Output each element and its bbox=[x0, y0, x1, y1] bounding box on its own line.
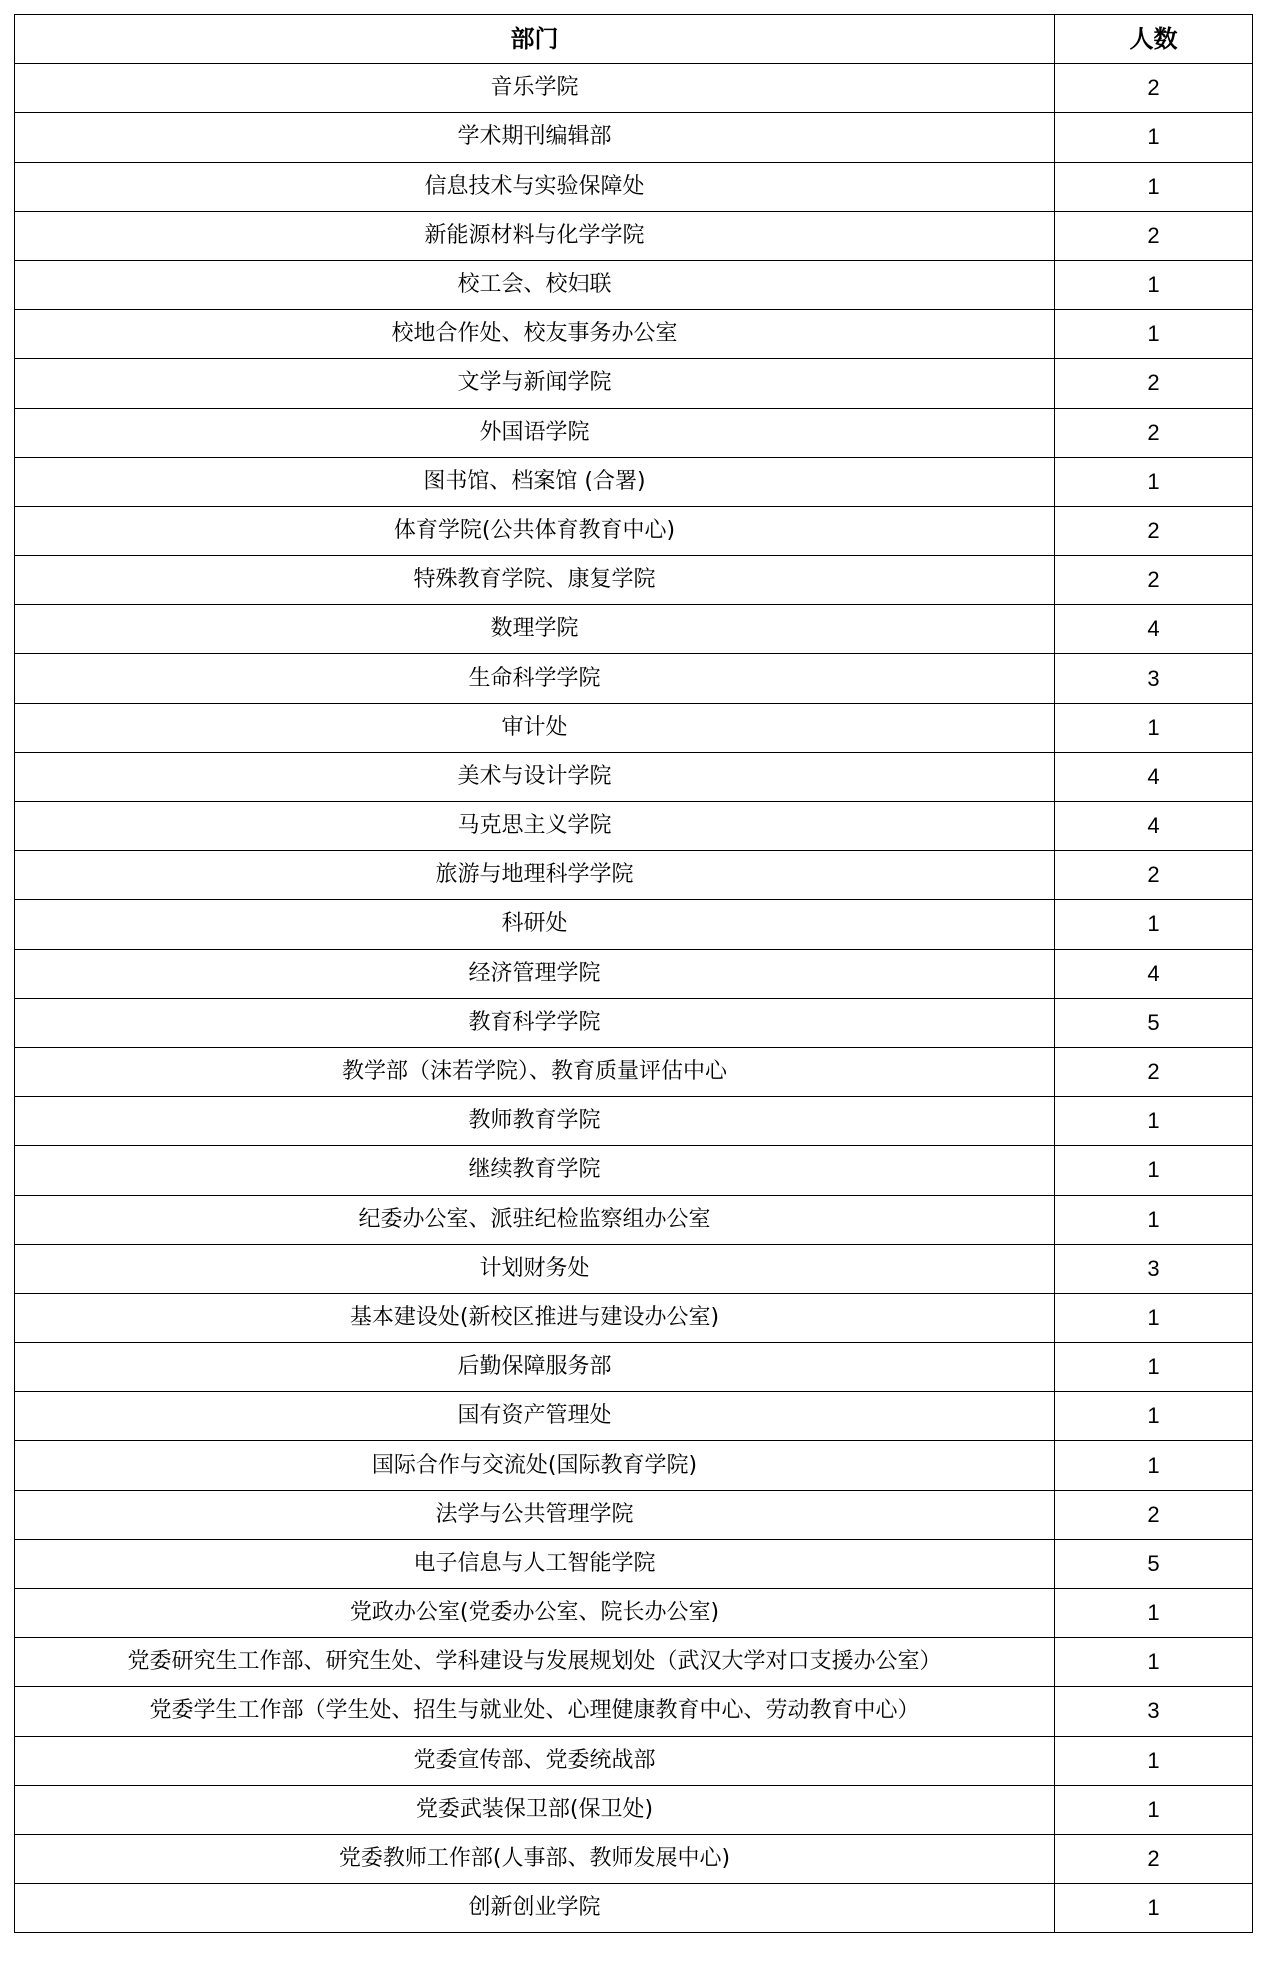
table-row bbox=[15, 1047, 1253, 1096]
department-cell: 音乐学院 bbox=[15, 64, 1055, 113]
table-row bbox=[15, 1687, 1253, 1736]
department-cell: 外国语学院 bbox=[15, 408, 1055, 457]
department-cell: 数理学院 bbox=[15, 605, 1055, 654]
count-cell: 1 bbox=[1055, 113, 1253, 162]
table-row bbox=[15, 605, 1253, 654]
table-row bbox=[15, 211, 1253, 260]
count-cell: 2 bbox=[1055, 1834, 1253, 1883]
table-row bbox=[15, 162, 1253, 211]
department-cell: 校地合作处、校友事务办公室 bbox=[15, 310, 1055, 359]
count-cell: 4 bbox=[1055, 752, 1253, 801]
table-row bbox=[15, 1785, 1253, 1834]
count-cell: 2 bbox=[1055, 64, 1253, 113]
table-row bbox=[15, 1490, 1253, 1539]
department-cell: 图书馆、档案馆 (合署) bbox=[15, 457, 1055, 506]
table-row bbox=[15, 457, 1253, 506]
count-cell: 2 bbox=[1055, 506, 1253, 555]
table-row bbox=[15, 1244, 1253, 1293]
count-cell: 2 bbox=[1055, 851, 1253, 900]
department-cell: 继续教育学院 bbox=[15, 1146, 1055, 1195]
table-row bbox=[15, 1834, 1253, 1883]
department-cell: 后勤保障服务部 bbox=[15, 1343, 1055, 1392]
department-cell: 国有资产管理处 bbox=[15, 1392, 1055, 1441]
table-row bbox=[15, 1884, 1253, 1933]
count-cell: 2 bbox=[1055, 1490, 1253, 1539]
department-cell: 党委教师工作部(人事部、教师发展中心) bbox=[15, 1834, 1055, 1883]
count-cell: 1 bbox=[1055, 1343, 1253, 1392]
table-row bbox=[15, 802, 1253, 851]
table-row bbox=[15, 1195, 1253, 1244]
department-cell: 党委研究生工作部、研究生处、学科建设与发展规划处（武汉大学对口支援办公室） bbox=[15, 1638, 1055, 1687]
count-cell: 3 bbox=[1055, 1687, 1253, 1736]
department-headcount-sheet bbox=[14, 14, 1252, 1933]
table-row bbox=[15, 556, 1253, 605]
table-body bbox=[15, 64, 1253, 1933]
table-row bbox=[15, 1146, 1253, 1195]
count-cell: 1 bbox=[1055, 703, 1253, 752]
department-cell: 党委宣传部、党委统战部 bbox=[15, 1736, 1055, 1785]
department-cell: 经济管理学院 bbox=[15, 949, 1055, 998]
table-row bbox=[15, 998, 1253, 1047]
count-cell: 1 bbox=[1055, 1195, 1253, 1244]
department-cell: 教师教育学院 bbox=[15, 1097, 1055, 1146]
count-cell: 3 bbox=[1055, 654, 1253, 703]
table-row bbox=[15, 752, 1253, 801]
count-cell: 3 bbox=[1055, 1244, 1253, 1293]
department-cell: 文学与新闻学院 bbox=[15, 359, 1055, 408]
table-row bbox=[15, 310, 1253, 359]
department-cell: 科研处 bbox=[15, 900, 1055, 949]
table-row bbox=[15, 1539, 1253, 1588]
count-cell: 1 bbox=[1055, 1293, 1253, 1342]
table-row bbox=[15, 1293, 1253, 1342]
table-row bbox=[15, 64, 1253, 113]
department-column-header: 部门 bbox=[15, 15, 1055, 64]
table-row bbox=[15, 949, 1253, 998]
department-cell: 新能源材料与化学学院 bbox=[15, 211, 1055, 260]
count-cell: 2 bbox=[1055, 359, 1253, 408]
count-cell: 1 bbox=[1055, 1884, 1253, 1933]
table-row bbox=[15, 113, 1253, 162]
table-row bbox=[15, 1736, 1253, 1785]
count-cell: 2 bbox=[1055, 408, 1253, 457]
table-header-row bbox=[15, 15, 1253, 64]
department-cell: 学术期刊编辑部 bbox=[15, 113, 1055, 162]
department-cell: 教育科学学院 bbox=[15, 998, 1055, 1047]
count-cell: 1 bbox=[1055, 1146, 1253, 1195]
count-cell: 1 bbox=[1055, 162, 1253, 211]
table-row bbox=[15, 703, 1253, 752]
count-cell: 5 bbox=[1055, 1539, 1253, 1588]
table-row bbox=[15, 1097, 1253, 1146]
count-column-header: 人数 bbox=[1055, 15, 1253, 64]
count-cell: 1 bbox=[1055, 1736, 1253, 1785]
table-row bbox=[15, 1589, 1253, 1638]
count-cell: 1 bbox=[1055, 1392, 1253, 1441]
department-cell: 基本建设处(新校区推进与建设办公室) bbox=[15, 1293, 1055, 1342]
table-row bbox=[15, 1343, 1253, 1392]
count-cell: 1 bbox=[1055, 260, 1253, 309]
department-cell: 法学与公共管理学院 bbox=[15, 1490, 1055, 1539]
department-cell: 国际合作与交流处(国际教育学院) bbox=[15, 1441, 1055, 1490]
count-cell: 1 bbox=[1055, 310, 1253, 359]
department-cell: 创新创业学院 bbox=[15, 1884, 1055, 1933]
table-row bbox=[15, 1638, 1253, 1687]
department-cell: 党委学生工作部（学生处、招生与就业处、心理健康教育中心、劳动教育中心） bbox=[15, 1687, 1055, 1736]
count-cell: 5 bbox=[1055, 998, 1253, 1047]
count-cell: 1 bbox=[1055, 900, 1253, 949]
department-cell: 旅游与地理科学学院 bbox=[15, 851, 1055, 900]
department-cell: 信息技术与实验保障处 bbox=[15, 162, 1055, 211]
count-cell: 2 bbox=[1055, 556, 1253, 605]
table-row bbox=[15, 408, 1253, 457]
count-cell: 2 bbox=[1055, 211, 1253, 260]
department-cell: 计划财务处 bbox=[15, 1244, 1055, 1293]
table-row bbox=[15, 1441, 1253, 1490]
count-cell: 4 bbox=[1055, 605, 1253, 654]
count-cell: 1 bbox=[1055, 1441, 1253, 1490]
table-row bbox=[15, 260, 1253, 309]
count-cell: 4 bbox=[1055, 949, 1253, 998]
department-cell: 马克思主义学院 bbox=[15, 802, 1055, 851]
department-cell: 党委武装保卫部(保卫处) bbox=[15, 1785, 1055, 1834]
count-cell: 1 bbox=[1055, 1097, 1253, 1146]
department-cell: 电子信息与人工智能学院 bbox=[15, 1539, 1055, 1588]
table-row bbox=[15, 1392, 1253, 1441]
department-cell: 体育学院(公共体育教育中心) bbox=[15, 506, 1055, 555]
department-cell: 教学部（沫若学院）、教育质量评估中心 bbox=[15, 1047, 1055, 1096]
count-cell: 1 bbox=[1055, 1638, 1253, 1687]
count-cell: 1 bbox=[1055, 1785, 1253, 1834]
table-row bbox=[15, 359, 1253, 408]
department-cell: 校工会、校妇联 bbox=[15, 260, 1055, 309]
department-cell: 特殊教育学院、康复学院 bbox=[15, 556, 1055, 605]
department-cell: 生命科学学院 bbox=[15, 654, 1055, 703]
table-row bbox=[15, 851, 1253, 900]
department-cell: 美术与设计学院 bbox=[15, 752, 1055, 801]
department-cell: 党政办公室(党委办公室、院长办公室) bbox=[15, 1589, 1055, 1638]
table-row bbox=[15, 900, 1253, 949]
table-row bbox=[15, 506, 1253, 555]
department-cell: 审计处 bbox=[15, 703, 1055, 752]
count-cell: 1 bbox=[1055, 457, 1253, 506]
count-cell: 4 bbox=[1055, 802, 1253, 851]
count-cell: 1 bbox=[1055, 1589, 1253, 1638]
table-row bbox=[15, 654, 1253, 703]
department-cell: 纪委办公室、派驻纪检监察组办公室 bbox=[15, 1195, 1055, 1244]
department-headcount-table bbox=[14, 14, 1253, 1933]
count-cell: 2 bbox=[1055, 1047, 1253, 1096]
